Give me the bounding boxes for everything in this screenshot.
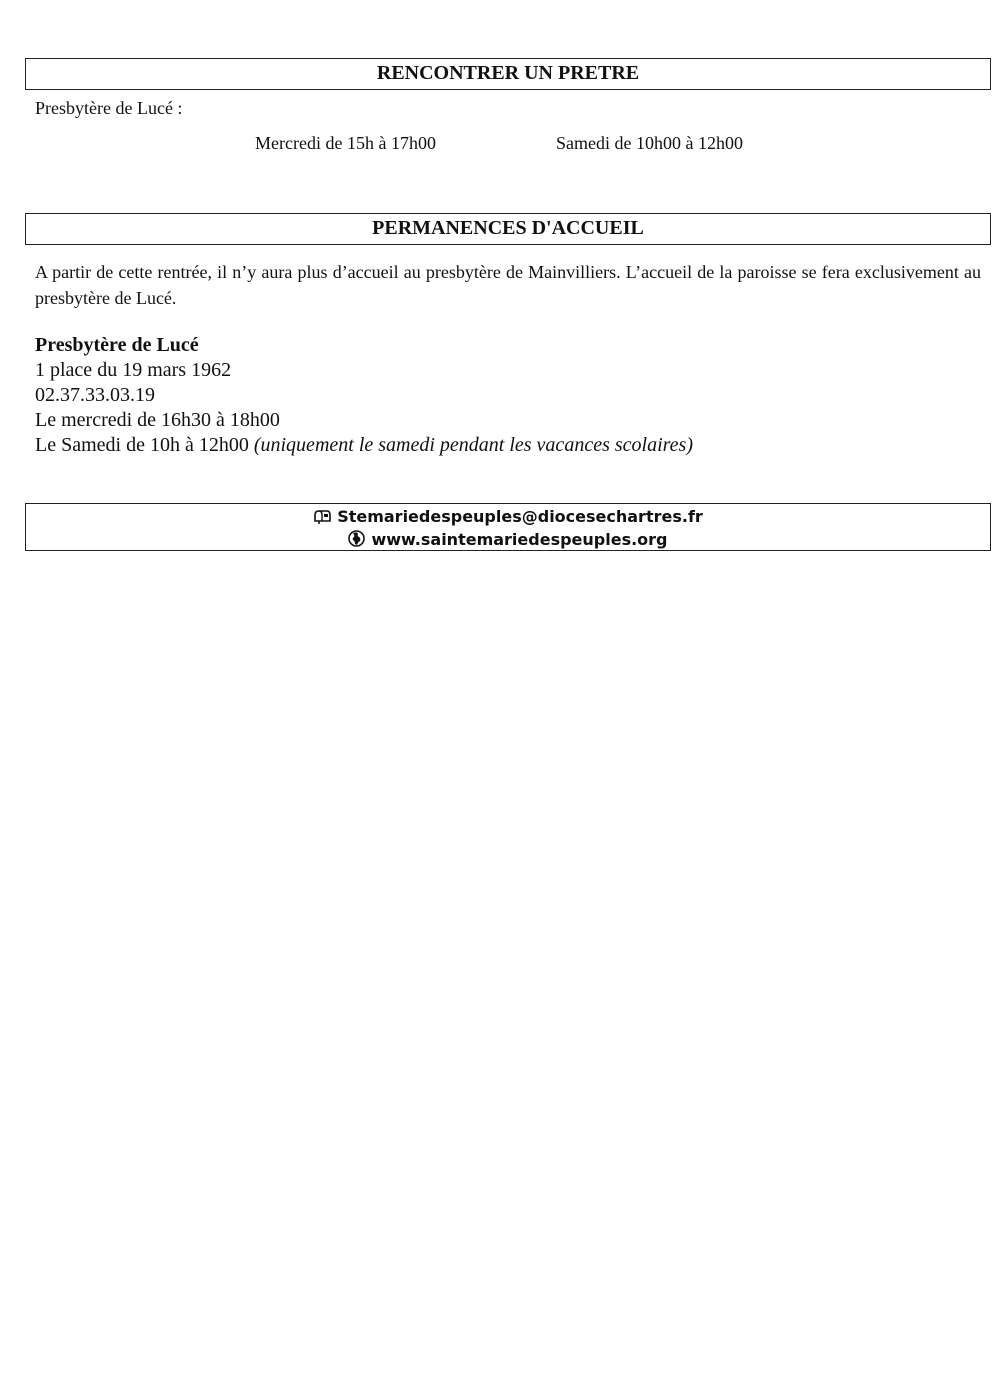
- contact-box: [25, 503, 991, 551]
- address-phone: 02.37.33.03.19: [35, 384, 155, 406]
- address-block: [35, 333, 693, 458]
- address-street: 1 place du 19 mars 1962: [35, 359, 232, 381]
- address-hours-saturday-line: [35, 433, 693, 458]
- hours-saturday: Samedi de 10h00 à 12h00: [556, 133, 743, 153]
- contact-email-line: [26, 506, 990, 529]
- hours-wednesday: Mercredi de 15h à 17h00: [255, 133, 436, 153]
- section-title-permanences: PERMANENCES D'ACCUEIL: [372, 217, 644, 239]
- globe-icon: [348, 530, 365, 552]
- section-header-permanences: [25, 213, 991, 245]
- section-title-rencontrer: RENCONTRER UN PRETRE: [376, 62, 640, 84]
- address-hours-saturday: Le Samedi de 10h à 12h00: [35, 434, 249, 456]
- website-link[interactable]: www.saintemariedespeuples.org: [371, 530, 668, 549]
- address-hours-wednesday: Le mercredi de 16h30 à 18h00: [35, 409, 280, 431]
- address-title: Presbytère de Lucé: [35, 334, 199, 356]
- contact-website-line: [26, 529, 990, 552]
- mailbox-icon: [313, 508, 331, 529]
- email-link[interactable]: Stemariedespeuples@diocesechartres.fr: [337, 507, 703, 526]
- saturday-note: (uniquement le samedi pendant les vacances scolaires): [253, 434, 693, 456]
- section-header-rencontrer: [25, 58, 991, 90]
- location-label: Presbytère de Lucé :: [35, 98, 183, 118]
- accueil-paragraph: A partir de cette rentrée, il n’y aura plus d’accueil au presbytère de Mainvilliers. L’accueil de la paroisse se fera exclusivement au presbytère de Lucé.: [35, 262, 981, 308]
